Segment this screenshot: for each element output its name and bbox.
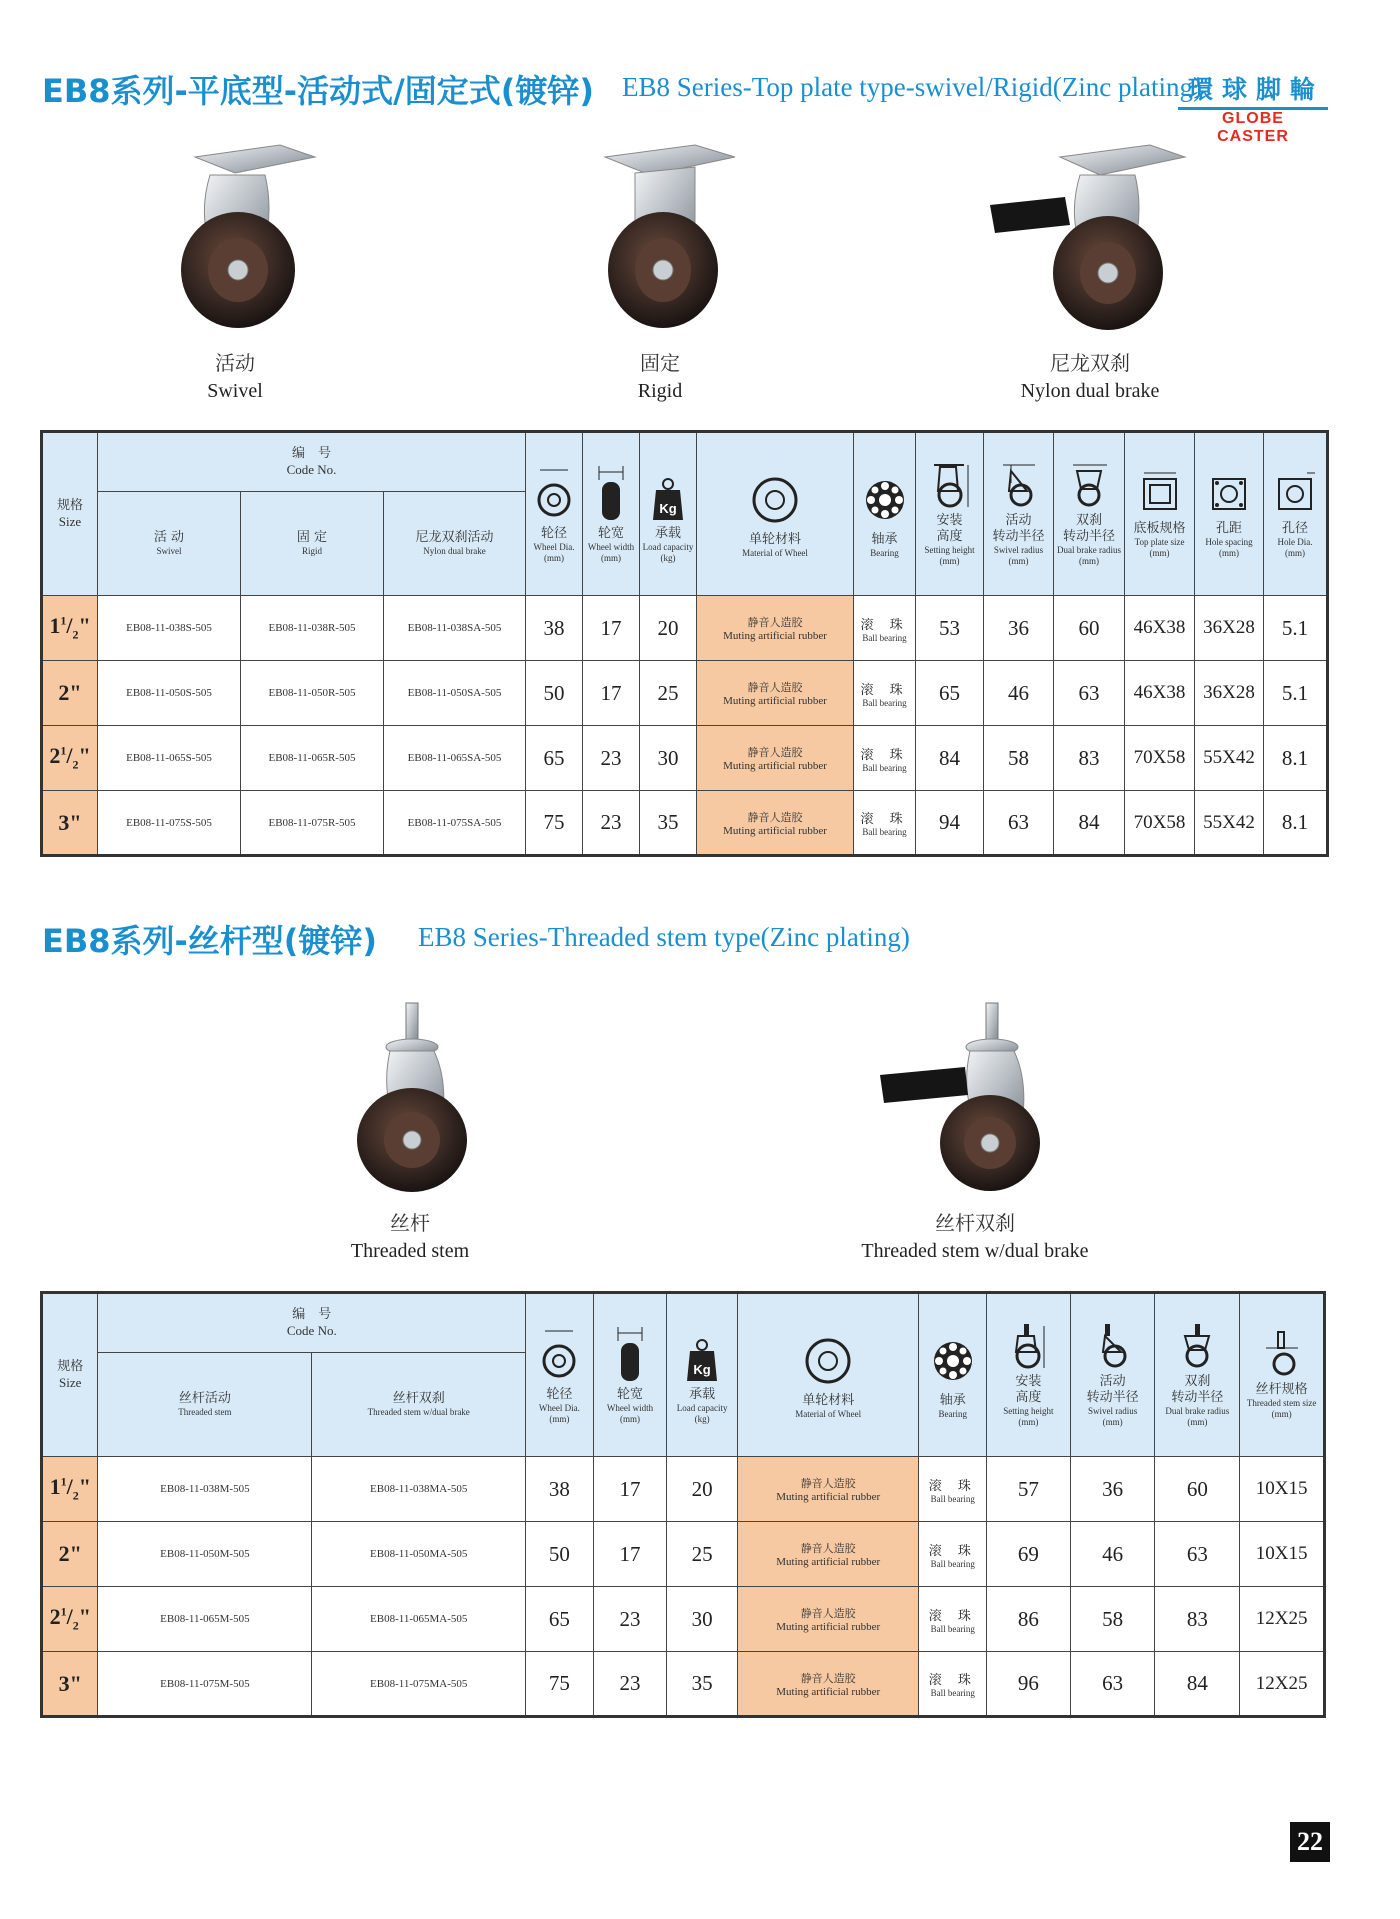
- code-col-threaded-stem: 丝杆活动 Threaded stem: [98, 1353, 312, 1457]
- wheel-dia-cell: 50: [526, 1522, 594, 1587]
- hole-dia-icon: [1273, 469, 1317, 519]
- bearing-cell: 滚 珠 Ball bearing: [854, 726, 916, 791]
- table-row: [42, 661, 1328, 726]
- material-header: 单轮材料 Material of Wheel: [737, 1293, 919, 1457]
- material-cell: 静音人造胶 Muting artificial rubber: [697, 791, 854, 856]
- load-cell: 30: [667, 1587, 738, 1652]
- size-header: 规格 Size: [42, 432, 98, 596]
- load-cell: 20: [640, 596, 697, 661]
- section2-spec-table: [40, 1291, 1326, 1718]
- hole-dia-cell: 8.1: [1264, 726, 1328, 791]
- setting-height-cell: 96: [987, 1652, 1071, 1717]
- weight-kg-icon: [650, 464, 686, 524]
- rigid-caster-image: [575, 135, 745, 335]
- table-row: [42, 1652, 1325, 1717]
- hole-spacing-cell: 36X28: [1195, 596, 1264, 661]
- hole-spacing-cell: 55X42: [1195, 791, 1264, 856]
- wheel-dia-cell: 75: [526, 791, 583, 856]
- threaded-stem-caster-image: [320, 995, 500, 1195]
- caption-en: Nylon dual brake: [1020, 380, 1160, 402]
- code-cell: EB08-11-038R-505: [241, 596, 384, 661]
- table-row: [42, 1587, 1325, 1652]
- wheel-width-cell: 17: [583, 596, 640, 661]
- section1-title-cn: EB8系列-平底型-活动式/固定式(镀锌): [42, 72, 595, 110]
- setting-height-icon: [1006, 1322, 1050, 1372]
- size-cell: 2": [42, 661, 98, 726]
- bearing-header: 轴承 Bearing: [919, 1293, 987, 1457]
- code-cell: EB08-11-038MA-505: [312, 1457, 526, 1522]
- product-rigid: [575, 135, 745, 403]
- code-cell: EB08-11-075MA-505: [312, 1652, 526, 1717]
- brake-radius-icon: [1067, 461, 1111, 511]
- size-cell: $1^1/_2$": [42, 596, 98, 661]
- setting-height-cell: 69: [987, 1522, 1071, 1587]
- caption-cn: 丝杆: [390, 1211, 430, 1235]
- hole-dia-cell: 5.1: [1264, 596, 1328, 661]
- threaded-stem-icon: [1260, 1330, 1304, 1380]
- swivel-radius-cell: 46: [1070, 1522, 1155, 1587]
- brake-radius-cell: 63: [1054, 661, 1125, 726]
- load-header: Kg 承载 Load capacity (kg): [667, 1293, 738, 1457]
- top-plate-cell: 70X58: [1125, 791, 1195, 856]
- bearing-header: 轴承 Bearing: [854, 432, 916, 596]
- brake-radius-cell: 63: [1155, 1522, 1240, 1587]
- top-plate-cell: 70X58: [1125, 726, 1195, 791]
- code-col-swivel: 活 动 Swivel: [98, 492, 241, 596]
- brake-radius-cell: 60: [1155, 1457, 1240, 1522]
- size-cell: $1^1/_2$": [42, 1457, 98, 1522]
- caption-en: Threaded stem w/dual brake: [861, 1240, 1089, 1262]
- top-plate-icon: [1138, 469, 1182, 519]
- top-plate-cell: 46X38: [1125, 661, 1195, 726]
- section2-title-en: EB8 Series-Threaded stem type(Zinc plating): [418, 922, 910, 952]
- wheel-dia-header: 轮径 Wheel Dia. (mm): [526, 1293, 594, 1457]
- caption-cn: 丝杆双刹: [935, 1211, 1015, 1235]
- code-cell: EB08-11-065R-505: [241, 726, 384, 791]
- size-cell: $2^1/_2$": [42, 726, 98, 791]
- caption-en: Threaded stem: [350, 1240, 470, 1262]
- material-cell: 静音人造胶 Muting artificial rubber: [737, 1652, 919, 1717]
- stem-size-cell: 12X25: [1240, 1587, 1325, 1652]
- table-row: [42, 1522, 1325, 1587]
- material-cell: 静音人造胶 Muting artificial rubber: [697, 726, 854, 791]
- code-col-brake: 尼龙双刹活动 Nylon dual brake: [384, 492, 526, 596]
- wheel-dia-cell: 65: [526, 726, 583, 791]
- material-cell: 静音人造胶 Muting artificial rubber: [737, 1522, 919, 1587]
- swivel-radius-cell: 58: [984, 726, 1054, 791]
- brake-radius-header: 双刹 转动半径 Dual brake radius (mm): [1054, 432, 1125, 596]
- section2-title-cn: EB8系列-丝杆型(镀锌): [42, 922, 378, 960]
- wheel-width-header: 轮宽 Wheel width (mm): [583, 432, 640, 596]
- ball-bearing-icon: [931, 1331, 975, 1391]
- swivel-radius-icon: [997, 461, 1041, 511]
- swivel-radius-cell: 58: [1070, 1587, 1155, 1652]
- wheel-dia-cell: 38: [526, 596, 583, 661]
- swivel-radius-cell: 63: [1070, 1652, 1155, 1717]
- code-cell: EB08-11-050S-505: [98, 661, 241, 726]
- setting-height-cell: 57: [987, 1457, 1071, 1522]
- material-header: 单轮材料 Material of Wheel: [697, 432, 854, 596]
- hole-dia-header: 孔径 Hole Dia. (mm): [1264, 432, 1328, 596]
- wheel-width-cell: 17: [583, 661, 640, 726]
- material-cell: 静音人造胶 Muting artificial rubber: [697, 661, 854, 726]
- svg-text:Kg: Kg: [693, 1362, 711, 1377]
- section1-spec-table: [40, 430, 1329, 857]
- bearing-cell: 滚 珠 Ball bearing: [919, 1522, 987, 1587]
- material-cell: 静音人造胶 Muting artificial rubber: [737, 1457, 919, 1522]
- hole-spacing-cell: 36X28: [1195, 661, 1264, 726]
- wheel-dia-icon: [536, 464, 572, 524]
- wheel-width-cell: 17: [593, 1522, 667, 1587]
- code-cell: EB08-11-075SA-505: [384, 791, 526, 856]
- wheel-dia-cell: 65: [526, 1587, 594, 1652]
- code-col-rigid: 固 定 Rigid: [241, 492, 384, 596]
- code-cell: EB08-11-075R-505: [241, 791, 384, 856]
- brake-radius-cell: 83: [1054, 726, 1125, 791]
- code-cell: EB08-11-050MA-505: [312, 1522, 526, 1587]
- code-cell: EB08-11-065M-505: [98, 1587, 312, 1652]
- load-header: Kg 承载 Load capacity (kg): [640, 432, 697, 596]
- hole-spacing-cell: 55X42: [1195, 726, 1264, 791]
- size-cell: 3": [42, 1652, 98, 1717]
- setting-height-cell: 84: [916, 726, 984, 791]
- load-cell: 25: [640, 661, 697, 726]
- wheel-width-cell: 23: [593, 1587, 667, 1652]
- swivel-radius-icon: [1091, 1322, 1135, 1372]
- stem-size-cell: 12X25: [1240, 1652, 1325, 1717]
- setting-height-header: 安装 高度 Setting height (mm): [916, 432, 984, 596]
- load-cell: 20: [667, 1457, 738, 1522]
- product-nylon-dual-brake: [980, 135, 1200, 403]
- swivel-radius-cell: 36: [1070, 1457, 1155, 1522]
- wheel-dia-icon: [541, 1325, 577, 1385]
- product-threaded-stem: [320, 995, 500, 1263]
- caption-cn: 活动: [215, 351, 255, 375]
- table-row: [42, 791, 1328, 856]
- table-row: [42, 596, 1328, 661]
- table-row: [42, 726, 1328, 791]
- code-cell: EB08-11-038S-505: [98, 596, 241, 661]
- caption-en: Rigid: [637, 380, 683, 402]
- load-cell: 35: [640, 791, 697, 856]
- wheel-width-cell: 23: [593, 1652, 667, 1717]
- svg-text:Kg: Kg: [659, 501, 677, 516]
- bearing-cell: 滚 珠 Ball bearing: [919, 1652, 987, 1717]
- hole-dia-cell: 8.1: [1264, 791, 1328, 856]
- size-cell: 3": [42, 791, 98, 856]
- material-cell: 静音人造胶 Muting artificial rubber: [737, 1587, 919, 1652]
- bearing-cell: 滚 珠 Ball bearing: [854, 791, 916, 856]
- brake-radius-header: 双刹 转动半径 Dual brake radius (mm): [1155, 1293, 1240, 1457]
- load-cell: 30: [640, 726, 697, 791]
- bearing-cell: 滚 珠 Ball bearing: [854, 596, 916, 661]
- brake-radius-cell: 60: [1054, 596, 1125, 661]
- stem-size-header: 丝杆规格 Threaded stem size (mm): [1240, 1293, 1325, 1457]
- brake-radius-icon: [1175, 1322, 1219, 1372]
- caption-cn: 尼龙双刹: [1050, 351, 1130, 375]
- size-cell: 2": [42, 1522, 98, 1587]
- material-cell: 静音人造胶 Muting artificial rubber: [697, 596, 854, 661]
- code-col-threaded-brake: 丝杆双刹 Threaded stem w/dual brake: [312, 1353, 526, 1457]
- hole-spacing-icon: [1207, 469, 1251, 519]
- wheel-face-icon: [803, 1331, 853, 1391]
- hole-spacing-header: 孔距 Hole spacing (mm): [1195, 432, 1264, 596]
- caption-en: Swivel: [207, 380, 263, 402]
- wheel-width-cell: 17: [593, 1457, 667, 1522]
- swivel-caster-image: [150, 135, 320, 335]
- code-cell: EB08-11-065S-505: [98, 726, 241, 791]
- page-number: 22: [1290, 1822, 1330, 1862]
- code-cell: EB08-11-050SA-505: [384, 661, 526, 726]
- wheel-dia-cell: 38: [526, 1457, 594, 1522]
- wheel-width-header: 轮宽 Wheel width (mm): [593, 1293, 667, 1457]
- wheel-dia-header: 轮径 Wheel Dia. (mm): [526, 432, 583, 596]
- code-header: 编 号 Code No.: [98, 432, 526, 492]
- setting-height-icon: [928, 461, 972, 511]
- brake-radius-cell: 84: [1155, 1652, 1240, 1717]
- wheel-dia-cell: 75: [526, 1652, 594, 1717]
- top-plate-cell: 46X38: [1125, 596, 1195, 661]
- weight-kg-icon: [684, 1325, 720, 1385]
- bearing-cell: 滚 珠 Ball bearing: [919, 1457, 987, 1522]
- setting-height-cell: 53: [916, 596, 984, 661]
- hole-dia-cell: 5.1: [1264, 661, 1328, 726]
- wheel-width-icon: [612, 1325, 648, 1385]
- logo-cn: 環球脚輪: [1178, 70, 1328, 110]
- size-cell: $2^1/_2$": [42, 1587, 98, 1652]
- ball-bearing-icon: [863, 470, 907, 530]
- code-cell: EB08-11-065MA-505: [312, 1587, 526, 1652]
- size-header: 规格 Size: [42, 1293, 98, 1457]
- code-cell: EB08-11-038SA-505: [384, 596, 526, 661]
- swivel-radius-cell: 46: [984, 661, 1054, 726]
- wheel-face-icon: [750, 470, 800, 530]
- setting-height-cell: 94: [916, 791, 984, 856]
- code-cell: EB08-11-075M-505: [98, 1652, 312, 1717]
- brand-logo: [1178, 70, 1328, 146]
- brake-radius-cell: 83: [1155, 1587, 1240, 1652]
- stem-size-cell: 10X15: [1240, 1522, 1325, 1587]
- stem-size-cell: 10X15: [1240, 1457, 1325, 1522]
- logo-en: GLOBE CASTER: [1217, 110, 1289, 145]
- code-cell: EB08-11-050R-505: [241, 661, 384, 726]
- brake-caster-image: [980, 135, 1200, 335]
- setting-height-cell: 65: [916, 661, 984, 726]
- load-cell: 25: [667, 1522, 738, 1587]
- setting-height-header: 安装 高度 Setting height (mm): [987, 1293, 1071, 1457]
- wheel-width-cell: 23: [583, 791, 640, 856]
- product-threaded-stem-brake: [840, 995, 1110, 1263]
- bearing-cell: 滚 珠 Ball bearing: [854, 661, 916, 726]
- code-cell: EB08-11-050M-505: [98, 1522, 312, 1587]
- code-cell: EB08-11-065SA-505: [384, 726, 526, 791]
- product-swivel: [150, 135, 320, 403]
- code-header: 编 号 Code No.: [98, 1293, 526, 1353]
- brake-radius-cell: 84: [1054, 791, 1125, 856]
- code-cell: EB08-11-075S-505: [98, 791, 241, 856]
- section1-title-en: EB8 Series-Top plate type-swivel/Rigid(Zinc plating): [622, 72, 1202, 102]
- code-cell: EB08-11-038M-505: [98, 1457, 312, 1522]
- swivel-radius-header: 活动 转动半径 Swivel radius (mm): [1070, 1293, 1155, 1457]
- threaded-stem-brake-caster-image: [840, 995, 1110, 1195]
- swivel-radius-cell: 36: [984, 596, 1054, 661]
- load-cell: 35: [667, 1652, 738, 1717]
- swivel-radius-header: 活动 转动半径 Swivel radius (mm): [984, 432, 1054, 596]
- wheel-width-cell: 23: [583, 726, 640, 791]
- table-row: [42, 1457, 1325, 1522]
- swivel-radius-cell: 63: [984, 791, 1054, 856]
- setting-height-cell: 86: [987, 1587, 1071, 1652]
- caption-cn: 固定: [640, 351, 680, 375]
- wheel-width-icon: [593, 464, 629, 524]
- top-plate-header: 底板规格 Top plate size (mm): [1125, 432, 1195, 596]
- wheel-dia-cell: 50: [526, 661, 583, 726]
- bearing-cell: 滚 珠 Ball bearing: [919, 1587, 987, 1652]
